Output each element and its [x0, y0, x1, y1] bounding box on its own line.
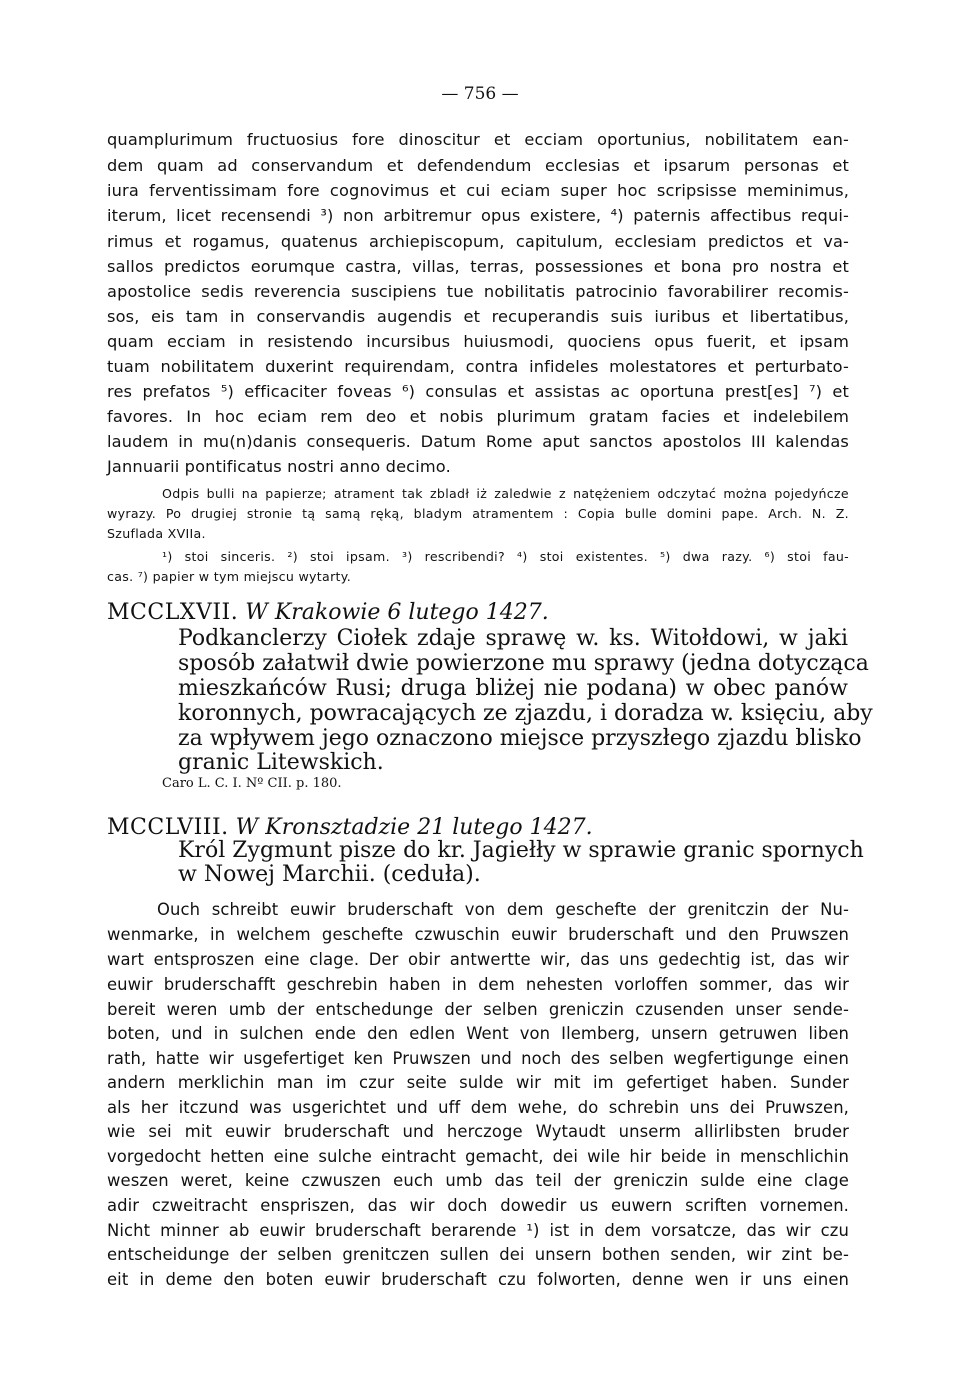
text-line: adir czweitracht enspriszen, das wir doch dowedir us euwern scriften vornemen.	[107, 1196, 849, 1215]
text-line: quamplurimum fructuosius fore dinoscitur et ecciam oportunius, nobilitatem ean-	[107, 130, 849, 149]
entry-date: 21 lutego 1427.	[417, 815, 593, 840]
summary-line: Podkanclerzy Ciołek zdaje sprawę w. ks. Witołdowi, w jaki	[178, 626, 848, 651]
text-line: wenmarke, in welchem geschefte czwuschin euwir bruderschaft und den Pruwszen	[107, 925, 849, 944]
summary-line: granic Litewskich.	[178, 750, 384, 775]
entry-place: W Krakowie	[245, 600, 381, 625]
summary-line: koronnych, powracających ze zjazdu, i doradza w. księciu, aby	[178, 701, 873, 726]
summary-line: mieszkańców Rusi; druga bliżej nie podana) w obec panów	[178, 676, 848, 701]
text-line: Jannuarii pontificatus nostri anno decimo.	[107, 457, 451, 476]
text-line: vorgedocht hetten eine sulche eintracht gemacht, dei wile hir beide in menschlichin	[107, 1147, 849, 1166]
text-line: res prefatos ⁵) efficaciter foveas ⁶) consulas et assistas ac oportuna prest[es] ⁷) et	[107, 382, 849, 401]
text-line: favores. In hoc eciam rem deo et nobis plurimum gratam facies et indelebilem	[107, 407, 849, 426]
text-line: iterum, licet recensendi ³) non arbitremur opus existere, ⁴) paternis affectibus requi-	[107, 206, 849, 225]
entry-number: MCCLXVII.	[107, 600, 239, 625]
footnote-line: ¹) stoi sinceris. ²) stoi ipsam. ³) rescribendi? ⁴) stoi existentes. ⁵) dwa razy. ⁶) stoi fau-	[162, 549, 849, 564]
text-line: wie sei mit euwir bruderschaft und herczoge Wytaudt unserm allirlibsten bruder	[107, 1122, 849, 1141]
text-line: sallos predictos eorumque castra, villas, terras, possessiones et bona pro nostra et	[107, 257, 849, 276]
text-line: Nicht minner ab euwir bruderschaft berarende ¹) ist in dem vorsatcze, das wir czu	[107, 1221, 849, 1240]
entry-heading	[107, 600, 549, 625]
page-number: — 756 —	[441, 84, 519, 104]
entry-date: 6 lutego 1427.	[387, 600, 549, 625]
source-citation: Caro L. C. I. Nº CII. p. 180.	[162, 776, 342, 791]
summary-line: sposób załatwił dwie powierzone mu sprawy (jedna dotycząca	[178, 651, 869, 676]
text-line: andern merklichin man im czur seite sulde wir mit im gefertiget haben. Sunder	[107, 1073, 849, 1092]
text-line: wart entsproszen eine clage. Der obir antwertte wir, das uns gedechtig ist, das wir	[107, 950, 849, 969]
text-line: dem quam ad conservandum et defendendum ecclesias et ipsarum personas et	[107, 156, 849, 175]
note-line: Szuflada XVIIa.	[107, 526, 206, 541]
entry-number: MCCLVIII.	[107, 815, 229, 840]
entry-heading	[107, 815, 593, 840]
note-line: Odpis bulli na papierze; atrament tak zbladł iż zaledwie z natężeniem odczytać można pojedyńcze	[162, 486, 849, 501]
text-line: weszen weret, keine czwuszen euch umb das teil der greniczin sulde eine clage	[107, 1171, 849, 1190]
summary-line: za wpływem jego oznaczono miejsce przyszłego zjazdu blisko	[178, 726, 862, 751]
text-line: rath, hatte wir usgefertiget ken Pruwszen und noch des selben wegfertigunge einen	[107, 1049, 849, 1068]
text-line: sos, eis tam in conservandis augendis et recuperandis suis iuribus et libertatibus,	[107, 307, 849, 326]
text-line: euwir bruderschafft geschrebin haben in dem nehesten vorloffen sommer, das wir	[107, 975, 849, 994]
note-line: wyrazy. Po drugiej stronie tą samą ręką, bladym atramentem : Copia bulle domini pape. Arch. N. Z.	[107, 506, 849, 521]
text-line: laudem in mu(n)danis consequeris. Datum Rome aput sanctos apostolos III kalendas	[107, 432, 849, 451]
entry-place: W Kronsztadzie	[235, 815, 411, 840]
text-line: apostolice sedis reverencia suscipiens tue nobilitatis patrocinio favorabilirer recomis-	[107, 282, 849, 301]
text-line: iura ferventissimam fore cognovimus et cui eciam super hoc scripsisse meminimus,	[107, 181, 849, 200]
text-line: quam ecciam in resistendo incursibus huiusmodi, quociens opus fuerit, et ipsam	[107, 332, 849, 351]
text-line: Ouch schreibt euwir bruderschaft von dem geschefte der grenitczin der Nu-	[157, 900, 849, 919]
text-line: entscheidunge der selben grenitczen sullen dei unsern bothen senden, wir zint be-	[107, 1245, 849, 1264]
footnote-line: cas. ⁷) papier w tym miejscu wytarty.	[107, 569, 352, 584]
text-line: als her itczund was usgerichtet und uff dem wehe, do schrebin uns dei Pruwszen,	[107, 1098, 849, 1117]
text-line: bereit weren umb der entschedunge der selben greniczin czusenden unser sende-	[107, 1000, 849, 1019]
summary-line: w Nowej Marchii. (ceduła).	[178, 862, 481, 887]
text-line: boten, und in sulchen ende den edlen Went von Ilemberg, unsern getruwen liben	[107, 1024, 849, 1043]
text-line: eit in deme den boten euwir bruderschaft czu folworten, denne wen ir uns einen	[107, 1270, 849, 1289]
text-line: tuam nobilitatem duxerint requirendam, contra infideles molestatores et perturbato-	[107, 357, 849, 376]
summary-line: Król Zygmunt pisze do kr. Jagiełły w sprawie granic spornych	[178, 838, 864, 863]
text-line: rimus et rogamus, quatenus archiepiscopum, capitulum, ecclesiam predictos et va-	[107, 232, 849, 251]
